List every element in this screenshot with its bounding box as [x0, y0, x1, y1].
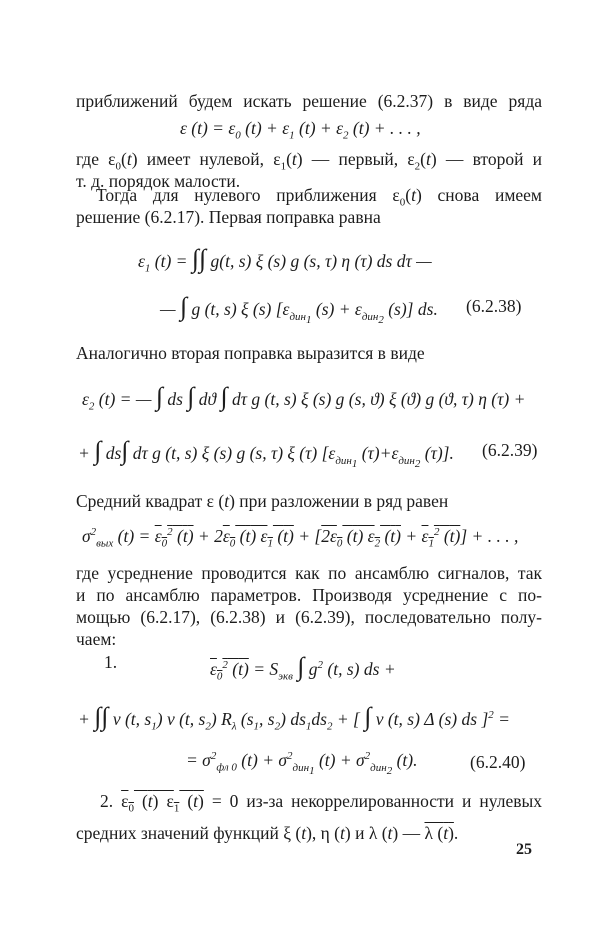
text-line-5: решение (6.2.17). Первая поправка равна: [76, 207, 381, 227]
text-line-7: Средний квадрат ε (t) при разложении в ряд равен: [76, 491, 449, 511]
text-line-13: средних значений функций ξ (t), η (t) и λ (t) — λ (t).: [76, 823, 459, 843]
text-line-8: где усреднение проводится как по ансамблю сигналов, так: [76, 563, 542, 583]
equation-6-2-38-b: — ∫ g (t, s) ξ (s) [$\varepsilon_{дин_1}$ $(s) + \varepsilon_{дин_2}$ (s)] ds.: [160, 292, 438, 326]
equation-6-2-38-a: $\varepsilon_1$ (t) = ∫∫ g(t, s) ξ (s) g (s, τ) η (τ) ds dτ —: [138, 244, 432, 275]
text-line-12: 2. $\varepsilon_0$ (t) $\varepsilon_1$ (t) = 0 из-за некоррелированности и нулевых: [100, 791, 542, 815]
item-number-1: 1.: [104, 652, 118, 672]
text-line-11: чаем:: [76, 629, 117, 649]
text-line-2: где $\varepsilon_0(t)$ имеет нулевой, $\varepsilon_1(t)$ — первый, $\varepsilon_2(t)$ — второй и: [76, 149, 542, 173]
equation-item1-a: $\varepsilon_0^2$ $(t) = S_{экв}$ ∫ $g^2$ (t, s) ds +: [210, 652, 396, 683]
equation-number-6-2-39: (6.2.39): [482, 440, 538, 460]
equation-6-2-39-a: $\varepsilon_2$ (t) = — ∫ ds ∫ dϑ ∫ dτ g (t, s) ξ (s) g (s, ϑ) ξ (ϑ) g (ϑ, τ) η (τ) +: [82, 382, 526, 413]
page-number: 25: [516, 841, 532, 858]
text-line-10: мощью (6.2.17), (6.2.38) и (6.2.39), последовательно полу-: [76, 607, 542, 627]
text-line-9: и по ансамблю параметров. Производя усреднение с по-: [76, 585, 542, 605]
text-line-6: Аналогично вторая поправка выразится в виде: [76, 343, 425, 363]
equation-item1-c: = $\sigma^2_{фл 0}$ $(t) + \sigma^2_{дин_1}$ $(t) + \sigma^2_{дин_2}$ (t).: [186, 750, 418, 777]
equation-sigma: $\sigma^2_{вых}$ $(t) = \varepsilon_0^2$ $(t) + 2\varepsilon_0$ (t) $\varepsilon_1$ $(t) + [2\varepsilon_0$ (t) $\varepsilon_2$ $(t) + \varepsilon_1^2$ (t)] + . . . ,: [82, 526, 519, 550]
equation-series: ε $(t) = \varepsilon_0$ $(t) + \varepsilon_1$ $(t) + \varepsilon_2$ (t) + . . . ,: [180, 118, 421, 142]
equation-item1-b: + ∫∫ v (t, $s_1$) v (t, $s_2$) $R_\lambda$ ($s_1$, $s_2$) $ds_1ds_2$ + [ ∫ v (t, s) Δ (s) ds ]$^2$ =: [78, 702, 510, 733]
equation-number-6-2-38: (6.2.38): [466, 296, 522, 316]
text-line-3: т. д. порядок малости.: [76, 171, 241, 191]
text-line-4: Тогда для нулевого приближения $\varepsilon_0(t)$ снова имеем: [96, 185, 542, 209]
equation-number-6-2-40: (6.2.40): [470, 752, 526, 772]
text-line-1: приближений будем искать решение (6.2.37) в виде ряда: [76, 91, 542, 111]
equation-6-2-39-b: + ∫ ds∫ dτ g (t, s) ξ (s) g (s, τ) ξ (τ) [$\varepsilon_{дин_1}$ $(\tau)+\varepsilon_{дин_2}$ (τ)].: [78, 436, 454, 470]
